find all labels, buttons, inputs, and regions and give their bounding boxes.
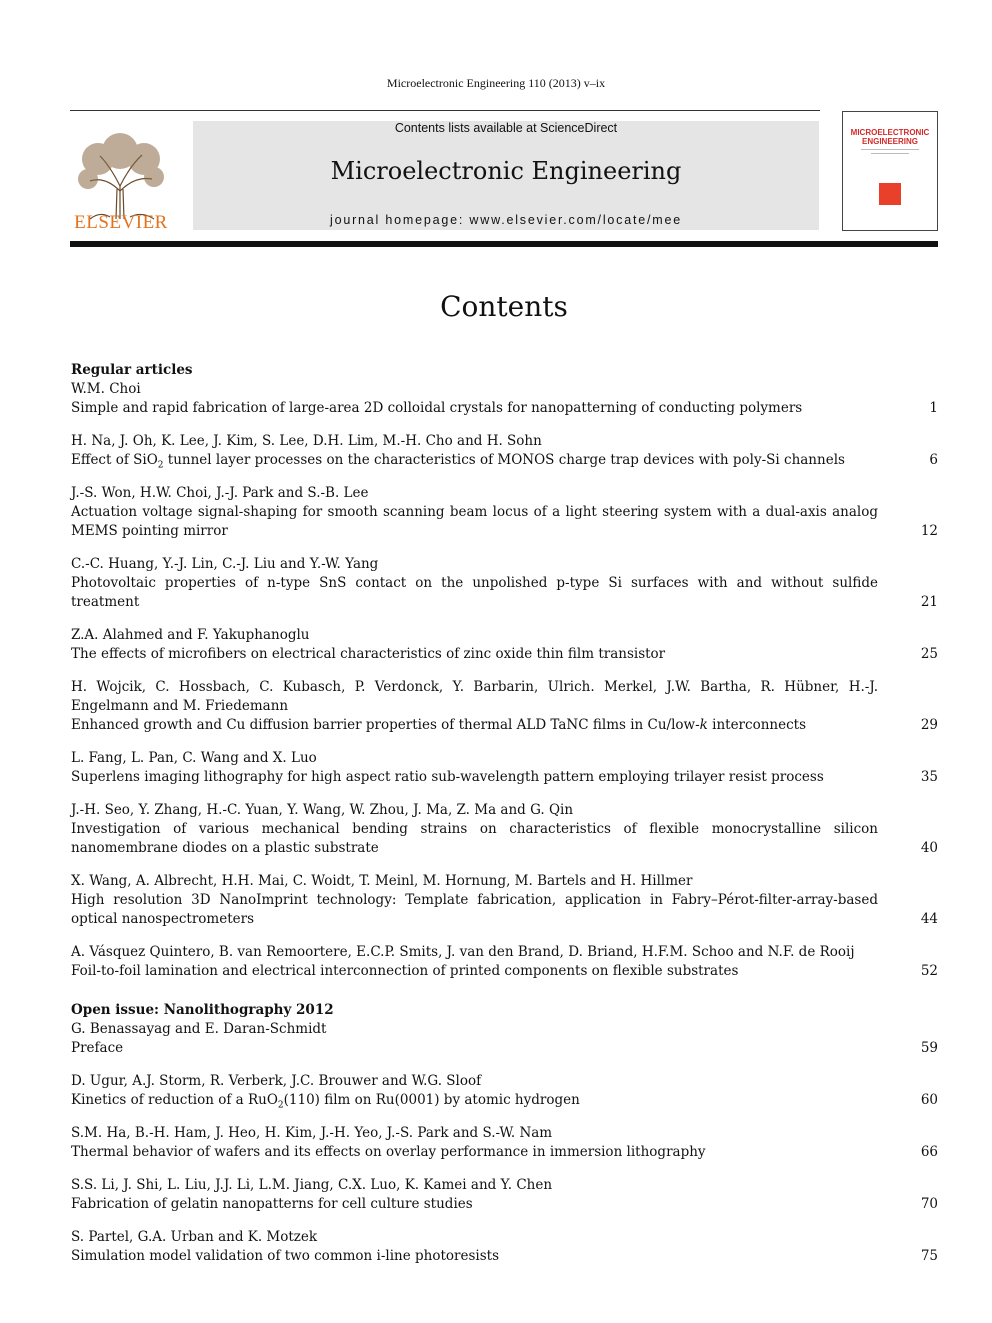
entry-page-number: 70	[920, 1196, 938, 1212]
header-thick-rule	[70, 241, 938, 247]
entry-title-part: (110) film on Ru(0001) by atomic hydrogen	[283, 1092, 580, 1108]
entry-authors: S.M. Ha, B.-H. Ham, J. Heo, H. Kim, J.-H. Yeo, J.-S. Park and S.-W. Nam	[71, 1125, 553, 1141]
header-divider	[70, 110, 820, 111]
journal-citation: Microelectronic Engineering 110 (2013) v–ix	[386, 76, 606, 90]
entry-authors: Z.A. Alahmed and F. Yakuphanoglu	[71, 627, 310, 643]
section-heading: Regular articles	[71, 362, 193, 378]
entry-title-part: Kinetics of reduction of a RuO	[71, 1092, 278, 1108]
entry-authors: X. Wang, A. Albrecht, H.H. Mai, C. Woidt, T. Meinl, M. Hornung, M. Bartels and H. Hillmer	[71, 873, 693, 889]
entry-page-number: 25	[920, 646, 938, 662]
section-heading: Open issue: Nanolithography 2012	[71, 1002, 334, 1018]
entry-page-number: 21	[920, 594, 938, 610]
entry-page-number: 40	[920, 840, 938, 856]
table-of-contents	[71, 361, 938, 1280]
toc-entry[interactable]	[71, 484, 938, 541]
cover-divider	[871, 153, 909, 154]
journal-banner	[193, 121, 819, 230]
toc-entry[interactable]	[71, 1072, 938, 1110]
journal-cover-thumbnail	[842, 111, 938, 231]
entry-authors: A. Vásquez Quintero, B. van Remoortere, E.C.P. Smits, J. van den Brand, D. Briand, H.F.M. Schoo and N.F. de Rooij	[71, 944, 855, 960]
entry-title-part: tunnel layer processes on the characteristics of MONOS charge trap devices with poly-Si channels	[163, 452, 845, 468]
entry-title-subscript: 2	[277, 1100, 284, 1111]
entry-title[interactable]: High resolution 3D NanoImprint technology: Template fabrication, application in Fabry–Pérot-filter-array-based optical nanospectrometers	[71, 892, 878, 927]
entry-title[interactable]	[71, 716, 878, 735]
entry-title[interactable]	[71, 451, 878, 470]
entry-page-number: 66	[920, 1144, 938, 1160]
entry-page-number: 6	[929, 452, 938, 468]
entry-page-number: 52	[920, 963, 938, 979]
toc-entry[interactable]	[71, 1228, 938, 1266]
entry-title[interactable]: The effects of microfibers on electrical characteristics of zinc oxide thin film transistor	[71, 646, 666, 662]
entry-title[interactable]: Preface	[71, 1040, 124, 1056]
journal-homepage-link[interactable]: journal homepage: www.elsevier.com/locate/mee	[330, 213, 682, 227]
entry-title[interactable]: Photovoltaic properties of n-type SnS contact on the unpolished p-type Si surfaces with and without sulfide treatment	[71, 575, 878, 610]
entry-authors: S. Partel, G.A. Urban and K. Motzek	[71, 1229, 318, 1245]
cover-divider	[861, 149, 919, 150]
entry-title[interactable]: Superlens imaging lithography for high aspect ratio sub-wavelength pattern employing trilayer resist process	[71, 769, 824, 785]
entry-authors: D. Ugur, A.J. Storm, R. Verberk, J.C. Brouwer and W.G. Sloof	[71, 1073, 482, 1089]
toc-entry[interactable]	[71, 1020, 938, 1058]
toc-entry[interactable]	[71, 749, 938, 787]
entry-authors: C.-C. Huang, Y.-J. Lin, C.-J. Liu and Y.-W. Yang	[71, 556, 379, 572]
entry-page-number: 29	[920, 717, 938, 733]
toc-entry[interactable]	[71, 432, 938, 470]
entry-page-number: 59	[920, 1040, 938, 1056]
entry-page-number: 35	[920, 769, 938, 785]
entry-page-number: 12	[920, 523, 938, 539]
cover-graphic	[879, 183, 901, 205]
entry-page-number: 1	[929, 400, 938, 416]
page-title: Contents	[440, 290, 568, 323]
contents-availability: Contents lists available at ScienceDirect	[394, 121, 618, 135]
cover-title: MICROELECTRONIC ENGINEERING	[850, 128, 930, 146]
entry-page-number: 44	[920, 911, 938, 927]
entry-title[interactable]: Thermal behavior of wafers and its effects on overlay performance in immersion lithography	[71, 1144, 706, 1160]
entry-title[interactable]: Actuation voltage signal-shaping for smooth scanning beam locus of a light steering system with a dual-axis analog MEMS pointing mirror	[71, 504, 878, 539]
entry-authors: G. Benassayag and E. Daran-Schmidt	[71, 1021, 327, 1037]
entry-authors: H. Na, J. Oh, K. Lee, J. Kim, S. Lee, D.H. Lim, M.-H. Cho and H. Sohn	[71, 433, 542, 449]
entry-authors: H. Wojcik, C. Hossbach, C. Kubasch, P. Verdonck, Y. Barbarin, Ulrich. Merkel, J.W. Bartha, R. Hübner, H.-J. Engelmann and M. Friedemann	[71, 679, 878, 714]
elsevier-wordmark: ELSEVIER	[74, 212, 168, 233]
toc-entry[interactable]	[71, 872, 938, 929]
entry-page-number: 75	[920, 1248, 938, 1264]
toc-entry[interactable]	[71, 678, 938, 735]
toc-entry[interactable]	[71, 626, 938, 664]
toc-entry[interactable]	[71, 555, 938, 612]
entry-authors: J.-S. Won, H.W. Choi, J.-J. Park and S.-B. Lee	[71, 485, 369, 501]
toc-entry[interactable]	[71, 380, 938, 418]
entry-title[interactable]: Simulation model validation of two common i-line photoresists	[71, 1248, 500, 1264]
toc-entry[interactable]	[71, 1176, 938, 1214]
entry-title-subscript: 2	[157, 460, 164, 471]
entry-authors: L. Fang, L. Pan, C. Wang and X. Luo	[71, 750, 317, 766]
entry-title[interactable]: Foil-to-foil lamination and electrical interconnection of printed components on flexible substrates	[71, 963, 739, 979]
entry-authors: W.M. Choi	[71, 381, 141, 397]
entry-title[interactable]: Simple and rapid fabrication of large-area 2D colloidal crystals for nanopatterning of conducting polymers	[71, 400, 803, 416]
journal-title: Microelectronic Engineering	[330, 157, 682, 185]
entry-title-italic: k	[699, 717, 708, 733]
toc-entry[interactable]	[71, 943, 938, 981]
entry-authors: S.S. Li, J. Shi, L. Liu, J.J. Li, L.M. Jiang, C.X. Luo, K. Kamei and Y. Chen	[71, 1177, 553, 1193]
entry-title-part: Effect of SiO	[71, 452, 158, 468]
entry-title[interactable]	[71, 1091, 878, 1110]
entry-title[interactable]: Fabrication of gelatin nanopatterns for cell culture studies	[71, 1196, 473, 1212]
toc-entry[interactable]	[71, 1124, 938, 1162]
entry-page-number: 60	[920, 1092, 938, 1108]
toc-entry[interactable]	[71, 801, 938, 858]
entry-authors: J.-H. Seo, Y. Zhang, H.-C. Yuan, Y. Wang, W. Zhou, J. Ma, Z. Ma and G. Qin	[71, 802, 574, 818]
entry-title-part: interconnects	[707, 717, 806, 733]
entry-title[interactable]: Investigation of various mechanical bending strains on characteristics of flexible monocrystalline silicon nanomembrane diodes on a plastic substrate	[71, 821, 878, 856]
entry-title-part: Enhanced growth and Cu diffusion barrier properties of thermal ALD TaNC films in Cu/low-	[71, 717, 700, 733]
